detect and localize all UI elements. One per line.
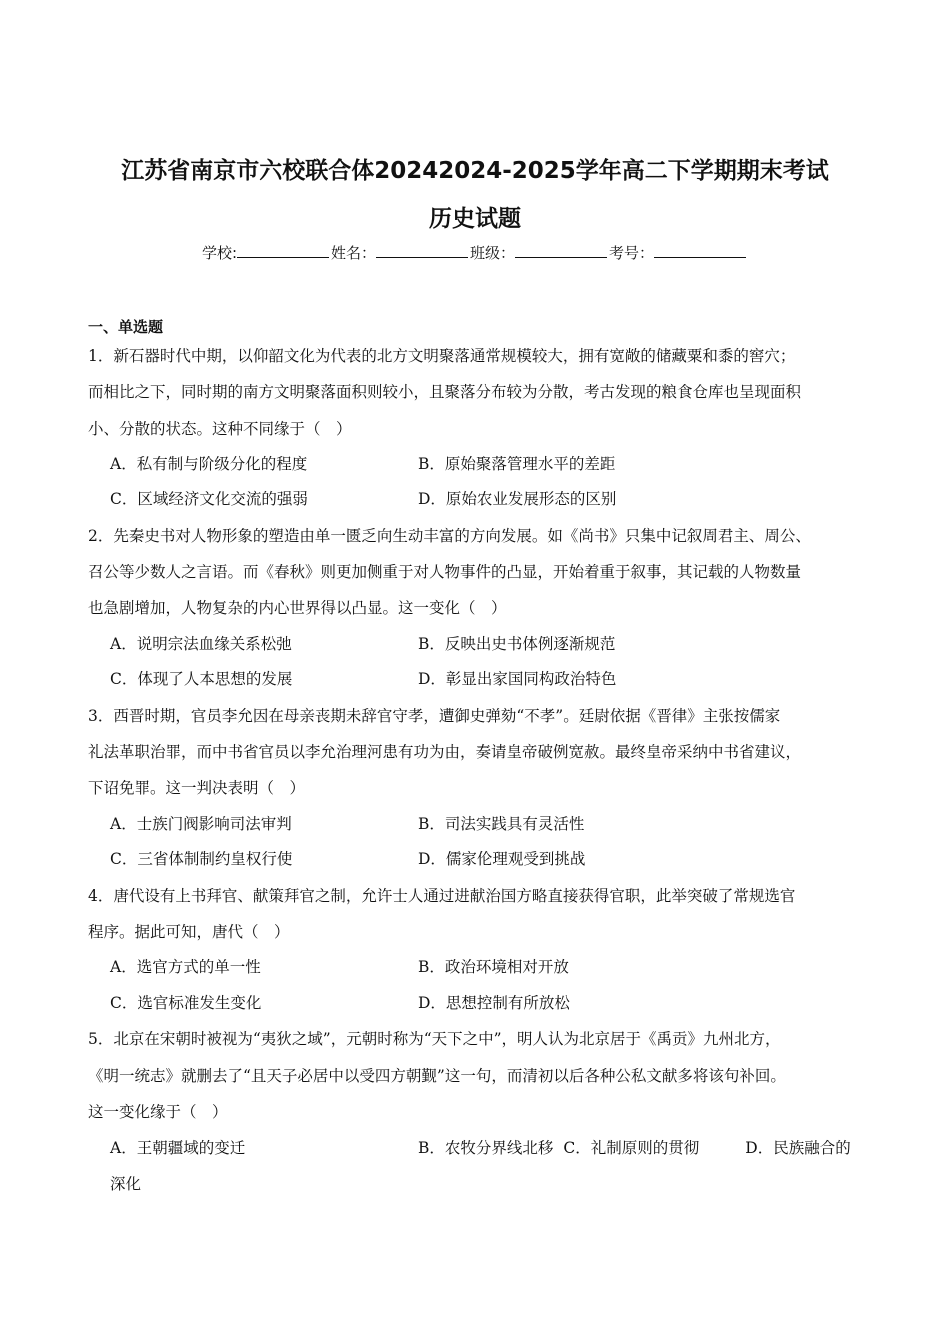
question-1 xyxy=(88,338,860,518)
question-4 xyxy=(88,878,860,1022)
options-flow xyxy=(88,1130,860,1202)
question-2 xyxy=(88,518,860,698)
option-a: A．私有制与阶级分化的程度 xyxy=(110,454,308,473)
school-blank[interactable] xyxy=(237,243,329,258)
student-info-fields xyxy=(0,242,950,263)
option-d: D．原始农业发展形态的区别 xyxy=(418,490,617,509)
option-d: D．彰显出家国同构政治特色 xyxy=(418,670,617,689)
option-d: D．民族融合的深化 xyxy=(110,1139,851,1194)
option-a: A．说明宗法血缘关系松弛 xyxy=(110,634,292,653)
exam-subtitle: 历史试题 xyxy=(429,206,521,232)
class-label: 班级： xyxy=(470,244,516,262)
question-stem-line: 1．新石器时代中期，以仰韶文化为代表的北方文明聚落通常规模较大，拥有宽敞的储藏粟和黍的窖穴； xyxy=(88,347,796,365)
question-stem-line: 4．唐代设有上书拜官、献策拜官之制，允许士人通过进献治国方略直接获得官职，此举突破了常规选官 xyxy=(88,886,796,905)
option-c: C．体现了人本思想的发展 xyxy=(110,670,293,689)
question-5 xyxy=(88,1021,860,1202)
option-c: C．选官标准发生变化 xyxy=(110,993,262,1012)
question-stem-line: 小、分散的状态。这种不同缘于（ ） xyxy=(88,419,352,438)
question-3 xyxy=(88,698,860,878)
question-stem-line: 程序。据此可知，唐代（ ） xyxy=(88,922,290,941)
option-b: B．农牧分界线北移 xyxy=(418,1139,554,1158)
option-b: B．政治环境相对开放 xyxy=(418,958,569,977)
question-stem-line: 5．北京在宋朝时被视为“夷狄之域”，元朝时称为“天下之中”，明人认为北京居于《禹贡》九州北方， xyxy=(88,1030,781,1049)
class-blank[interactable] xyxy=(515,243,607,258)
question-stem-line: 这一变化缘于（ ） xyxy=(88,1102,228,1121)
question-stem-line: 礼法革职治罪，而中书省官员以李允治理河患有功为由，奏请皇帝破例宽赦。最终皇帝采纳中书省建议， xyxy=(88,743,802,762)
option-d: D．思想控制有所放松 xyxy=(418,993,570,1012)
question-stem-line: 下诏免罪。这一判决表明（ ） xyxy=(88,779,306,798)
name-blank[interactable] xyxy=(376,243,468,258)
exam-number-blank[interactable] xyxy=(654,243,746,258)
question-list xyxy=(88,316,860,1202)
option-b: B．司法实践具有灵活性 xyxy=(418,814,585,833)
question-stem-line: 召公等少数人之言语。而《春秋》则更加侧重于对人物事件的凸显，开始着重于叙事，其记载的人物数量 xyxy=(88,563,802,582)
option-c: C．礼制原则的贯彻 xyxy=(563,1139,700,1158)
question-stem-line: 也急剧增加，人物复杂的内心世界得以凸显。这一变化（ ） xyxy=(88,599,507,618)
section-heading: 一、单选题 xyxy=(88,318,164,336)
name-label: 姓名： xyxy=(331,244,377,262)
question-stem-line: 而相比之下，同时期的南方文明聚落面积则较小，且聚落分布较为分散，考古发现的粮食仓库也呈现面积 xyxy=(88,383,802,402)
question-stem-line: 《明一统志》就删去了“且天子必居中以受四方朝觐”这一句，而清初以后各种公私文献多将该句补回。 xyxy=(88,1066,786,1085)
exam-title: 江苏省南京市六校联合体20242024-2025学年高二下学期期末考试 xyxy=(121,158,829,184)
option-a: A．士族门阀影响司法审判 xyxy=(110,814,292,833)
option-a: A．王朝疆域的变迁 xyxy=(110,1139,246,1158)
option-d: D．儒家伦理观受到挑战 xyxy=(418,850,586,869)
question-stem-line: 3．西晋时期，官员李允因在母亲丧期未辞官守孝，遭御史弹劾“不孝”。廷尉依据《晋律》主张按儒家 xyxy=(88,706,781,725)
question-stem-line: 2．先秦史书对人物形象的塑造由单一匮乏向生动丰富的方向发展。如《尚书》只集中记叙周君主、周公、 xyxy=(88,526,811,545)
option-a: A．选官方式的单一性 xyxy=(110,958,261,977)
option-b: B．原始聚落管理水平的差距 xyxy=(418,454,616,473)
exam-number-label: 考号： xyxy=(609,244,655,262)
option-b: B．反映出史书体例逐渐规范 xyxy=(418,634,616,653)
option-c: C．三省体制制约皇权行使 xyxy=(110,850,293,869)
school-label: 学校: xyxy=(201,244,237,262)
option-c: C．区域经济文化交流的强弱 xyxy=(110,490,308,509)
